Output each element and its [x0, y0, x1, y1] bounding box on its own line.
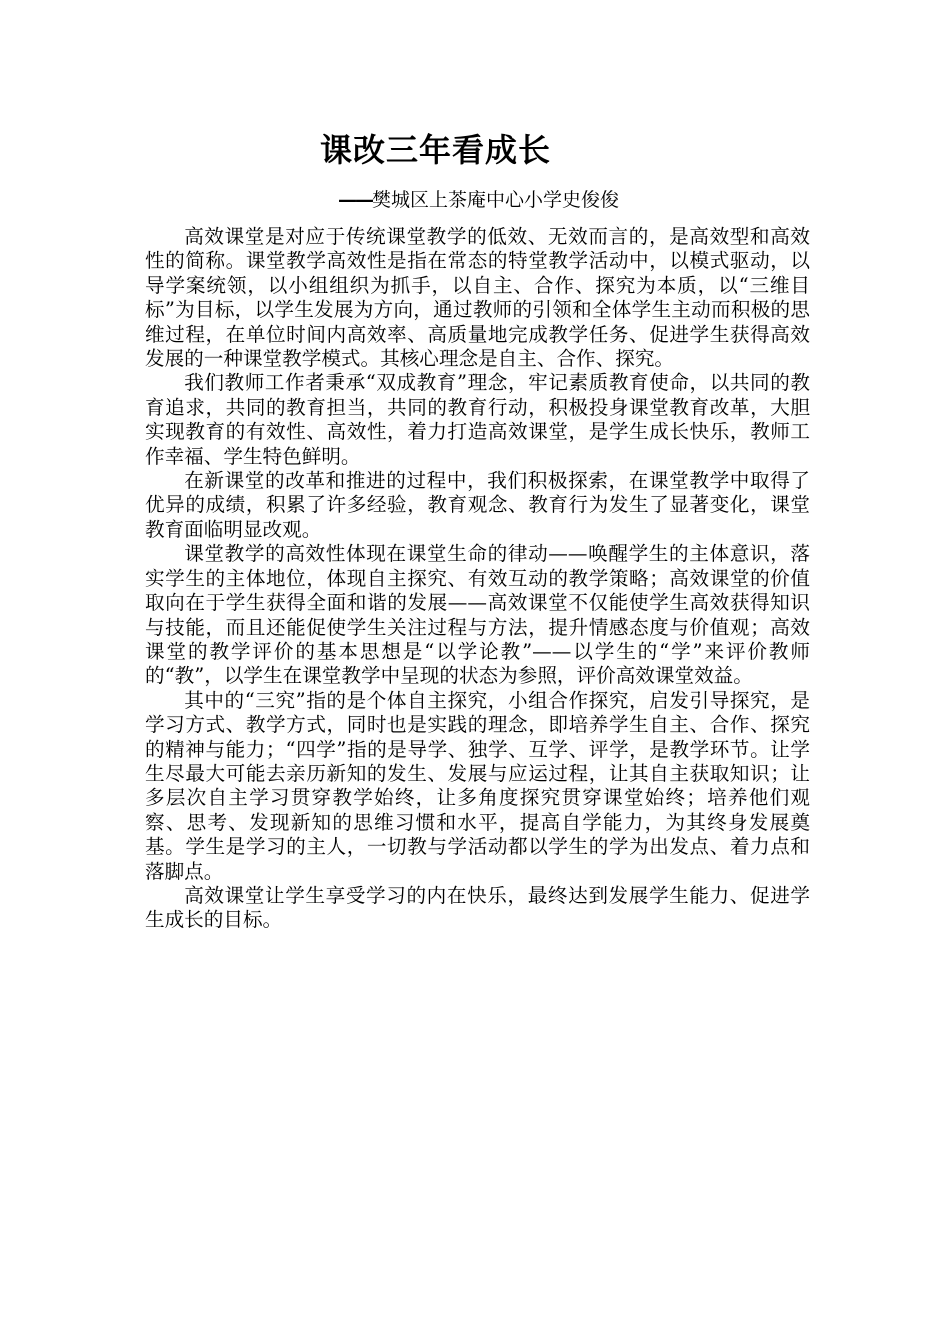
paragraph: 在新课堂的改革和推进的过程中，我们积极探索，在课堂教学中取得了优异的成绩，积累了许多经验，教育观念、教育行为发生了显著变化，课堂教育面临明显改观。 — [145, 469, 810, 541]
document-title: 课改三年看成长 — [320, 131, 552, 169]
paragraph: 课堂教学的高效性体现在课堂生命的律动——唤醒学生的主体意识，落实学生的主体地位，体现自主探究、有效互动的教学策略；高效课堂的价值取向在于学生获得全面和谐的发展——高效课堂不仅能使学生高效获得知识与技能，而且还能促使学生关注过程与方法，提升情感态度与价值观；高效课堂的教学评价的基本思想是“以学论教”——以学生的“学”来评价教师的“教”，以学生在课堂教学中呈现的状态为参照，评价高效课堂效益。 — [145, 542, 810, 688]
document-subtitle — [338, 186, 619, 214]
subtitle-dash: —— — [338, 189, 372, 211]
paragraph: 我们教师工作者秉承“双成教育”理念，牢记素质教育使命，以共同的教育追求，共同的教育担当，共同的教育行动，积极投身课堂教育改革，大胆实现教育的有效性、高效性，着力打造高效课堂，是学生成长快乐，教师工作幸福、学生特色鲜明。 — [145, 371, 810, 468]
paragraph: 其中的“三究”指的是个体自主探究，小组合作探究，启发引导探究，是学习方式、教学方式，同时也是实践的理念，即培养学生自主、合作、探究的精神与能力；“四学”指的是导学、独学、互学、评学，是教学环节。让学生尽最大可能去亲历新知的发生、发展与应运过程，让其自主获取知识；让多层次自主学习贯穿教学始终，让多角度探究贯穿课堂始终；培养他们观察、思考、发现新知的思维习惯和水平，提高自学能力，为其终身发展奠基。学生是学习的主人，一切教与学活动都以学生的学为出发点、着力点和落脚点。 — [145, 688, 810, 883]
document-body — [145, 225, 810, 933]
paragraph: 高效课堂让学生享受学习的内在快乐，最终达到发展学生能力、促进学生成长的目标。 — [145, 883, 810, 932]
paragraph: 高效课堂是对应于传统课堂教学的低效、无效而言的，是高效型和高效性的简称。课堂教学高效性是指在常态的特堂教学活动中，以模式驱动，以导学案统领，以小组组织为抓手，以自主、合作、探究为本质，以“三维目标”为目标，以学生发展为方向，通过教师的引领和全体学生主动而积极的思维过程，在单位时间内高效率、高质量地完成教学任务、促进学生获得高效发展的一种课堂教学模式。其核心理念是自主、合作、探究。 — [145, 225, 810, 371]
author-line: 樊城区上茶庵中心小学史俊俊 — [372, 189, 620, 211]
